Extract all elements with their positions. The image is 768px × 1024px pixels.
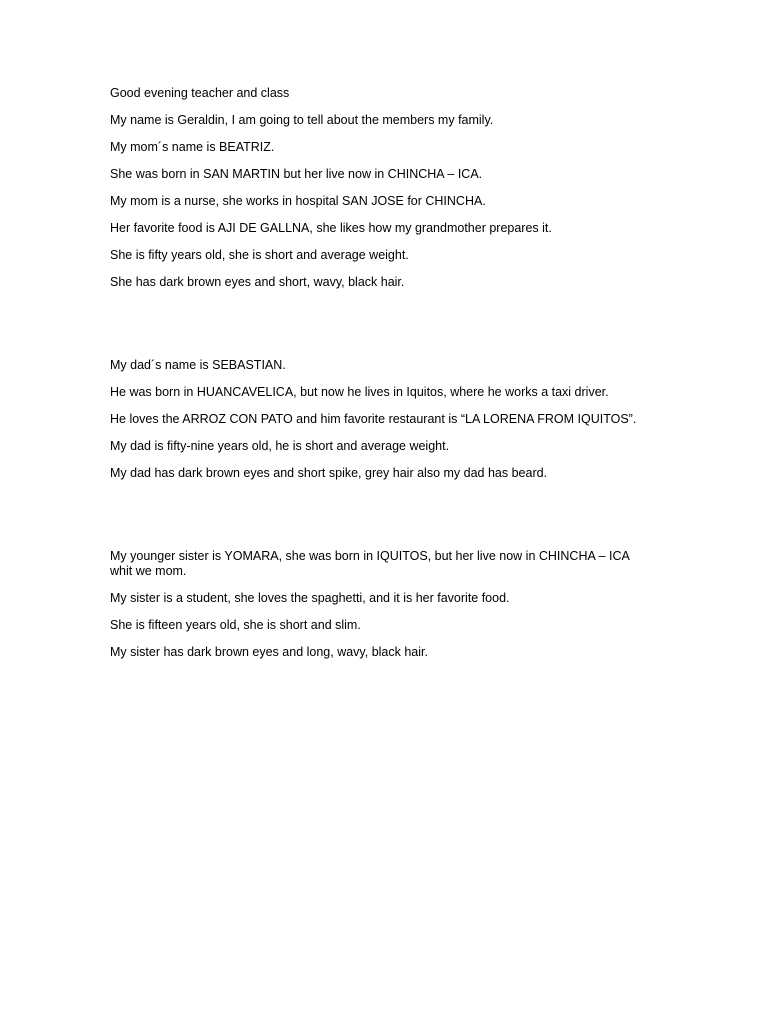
mom-age-line: She is fifty years old, she is short and average weight. — [110, 248, 409, 262]
intro-line: My name is Geraldin, I am going to tell about the members my family. — [110, 113, 494, 127]
dad-birthplace-line: He was born in HUANCAVELICA, but now he lives in Iquitos, where he works a taxi driver. — [110, 385, 609, 399]
sister-appearance-line: My sister has dark brown eyes and long, wavy, black hair. — [110, 645, 428, 659]
sister-age-line: She is fifteen years old, she is short and slim. — [110, 618, 361, 632]
dad-age-line: My dad is fifty-nine years old, he is short and average weight. — [110, 439, 450, 453]
mom-birthplace-line: She was born in SAN MARTIN but her live now in CHINCHA – ICA. — [110, 167, 483, 181]
mom-food-line: Her favorite food is AJI DE GALLNA, she likes how my grandmother prepares it. — [110, 221, 552, 235]
document-body — [110, 86, 650, 672]
mom-name-line: My mom´s name is BEATRIZ. — [110, 140, 275, 154]
mom-job-line: My mom is a nurse, she works in hospital SAN JOSE for CHINCHA. — [110, 194, 486, 208]
section-spacer — [110, 302, 650, 358]
greeting-line: Good evening teacher and class — [110, 86, 290, 100]
dad-appearance-line: My dad has dark brown eyes and short spike, grey hair also my dad has beard. — [110, 466, 548, 480]
mom-appearance-line: She has dark brown eyes and short, wavy, black hair. — [110, 275, 405, 289]
sister-name-line: My younger sister is YOMARA, she was born in IQUITOS, but her live now in CHINCHA – ICA whit we mom. — [110, 549, 630, 578]
sister-food-line: My sister is a student, she loves the spaghetti, and it is her favorite food. — [110, 591, 510, 605]
dad-name-line: My dad´s name is SEBASTIAN. — [110, 358, 286, 372]
section-spacer — [110, 493, 650, 549]
dad-food-line: He loves the ARROZ CON PATO and him favorite restaurant is “LA LORENA FROM IQUITOS”. — [110, 412, 637, 426]
